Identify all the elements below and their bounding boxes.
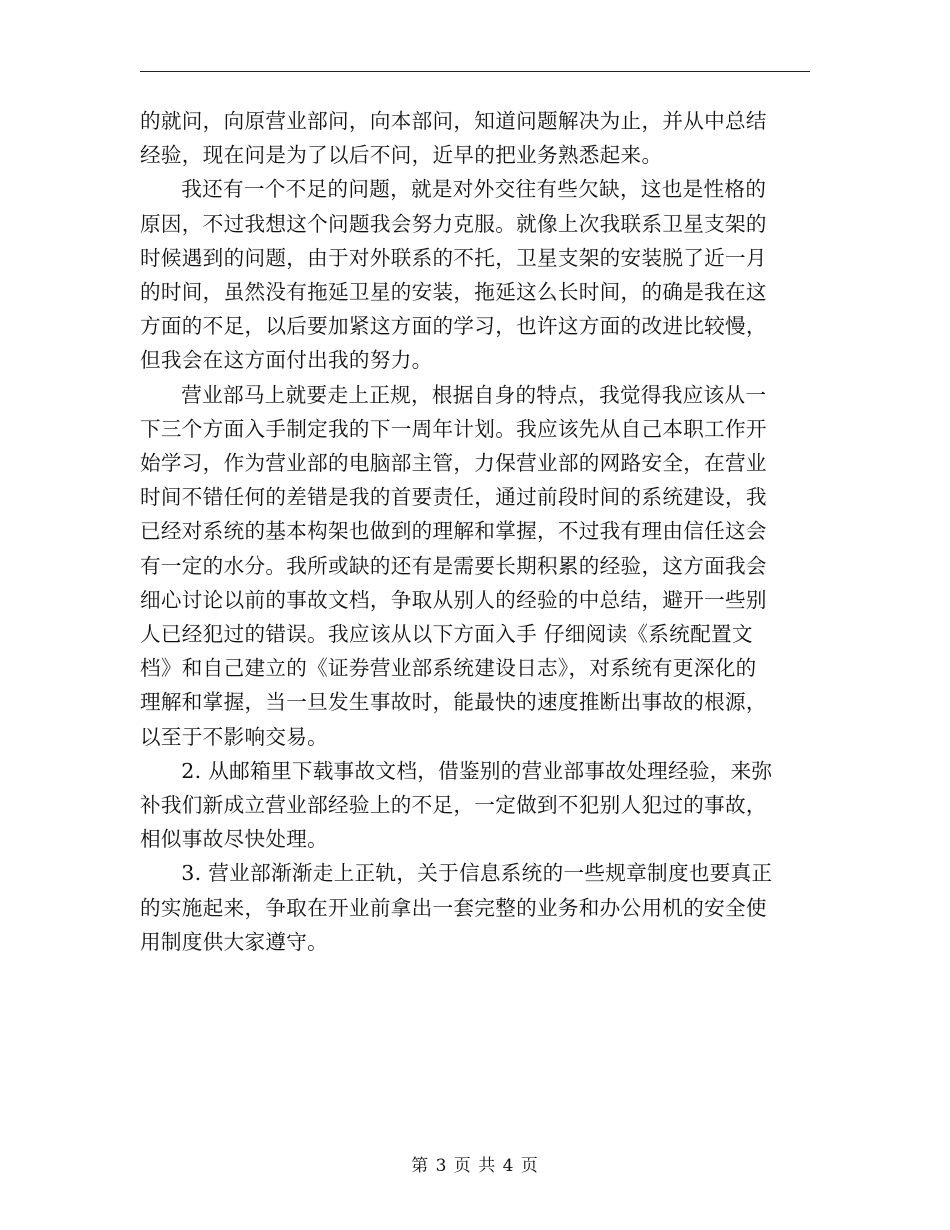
- text-line: 时间不错任何的差错是我的首要责任，通过前段时间的系统建设，我: [140, 485, 767, 510]
- text-line: 细心讨论以前的事故文档，争取从别人的经验的中总结，避开一些别: [140, 587, 767, 612]
- text-line: 时候遇到的问题，由于对外联系的不托，卫星支架的安装脱了近一月: [140, 245, 767, 270]
- text-line: 理解和掌握，当一旦发生事故时，能最快的速度推断出事故的根源，: [140, 690, 767, 715]
- text-line: 有一定的水分。我所或缺的还有是需要长期积累的经验，这方面我会: [140, 553, 767, 578]
- page-number: 第 3 页 共 4 页: [411, 1156, 539, 1176]
- text-line: 我还有一个不足的问题，就是对外交往有些欠缺，这也是性格的: [181, 177, 767, 202]
- text-line: 营业部马上就要走上正规，根据自身的特点，我觉得我应该从一: [181, 382, 767, 407]
- text-line: 用制度供大家遵守。: [140, 929, 329, 954]
- text-line: 人已经犯过的错误。我应该从以下方面入手 仔细阅读《系统配置文: [140, 622, 753, 647]
- text-line: 的实施起来，争取在开业前拿出一套完整的业务和办公用机的安全使: [140, 895, 767, 920]
- paragraph-2: [140, 172, 810, 377]
- paragraph-5: [140, 856, 810, 959]
- text-line: 但我会在这方面付出我的努力。: [140, 348, 433, 373]
- text-line: 3. 营业部渐渐走上正轨，关于信息系统的一些规章制度也要真正: [181, 861, 773, 886]
- text-line: 下三个方面入手制定我的下一周年计划。我应该先从自己本职工作开: [140, 416, 767, 441]
- text-line: 档》和自己建立的《证券营业部系统建设日志》，对系统有更深化的: [140, 656, 757, 681]
- text-line: 以至于不影响交易。: [140, 724, 329, 749]
- text-line: 的时间，虽然没有拖延卫星的安装，拖延这么长时间，的确是我在这: [140, 280, 767, 305]
- text-line: 经验，现在问是为了以后不问，近早的把业务熟悉起来。: [140, 143, 663, 168]
- text-line: 的就问，向原营业部问，向本部问，知道问题解决为止，并从中总结: [140, 109, 767, 133]
- text-line: 补我们新成立营业部经验上的不足，一定做到不犯别人犯过的事故，: [140, 793, 767, 818]
- document-body: [140, 104, 810, 959]
- header-rule: [140, 71, 810, 72]
- text-line: 方面的不足，以后要加紧这方面的学习，也许这方面的改进比较慢，: [140, 314, 767, 339]
- paragraph-3: [140, 378, 810, 754]
- text-line: 2. 从邮箱里下载事故文档，借鉴别的营业部事故处理经验，来弥: [181, 758, 773, 783]
- paragraph-1: [140, 104, 810, 172]
- text-line: 始学习，作为营业部的电脑部主管，力保营业部的网路安全，在营业: [140, 451, 767, 476]
- text-line: 原因，不过我想这个问题我会努力克服。就像上次我联系卫星支架的: [140, 211, 767, 236]
- text-line: 相似事故尽快处理。: [140, 827, 329, 852]
- paragraph-4: [140, 754, 810, 857]
- text-line: 已经对系统的基本构架也做到的理解和掌握，不过我有理由信任这会: [140, 519, 767, 544]
